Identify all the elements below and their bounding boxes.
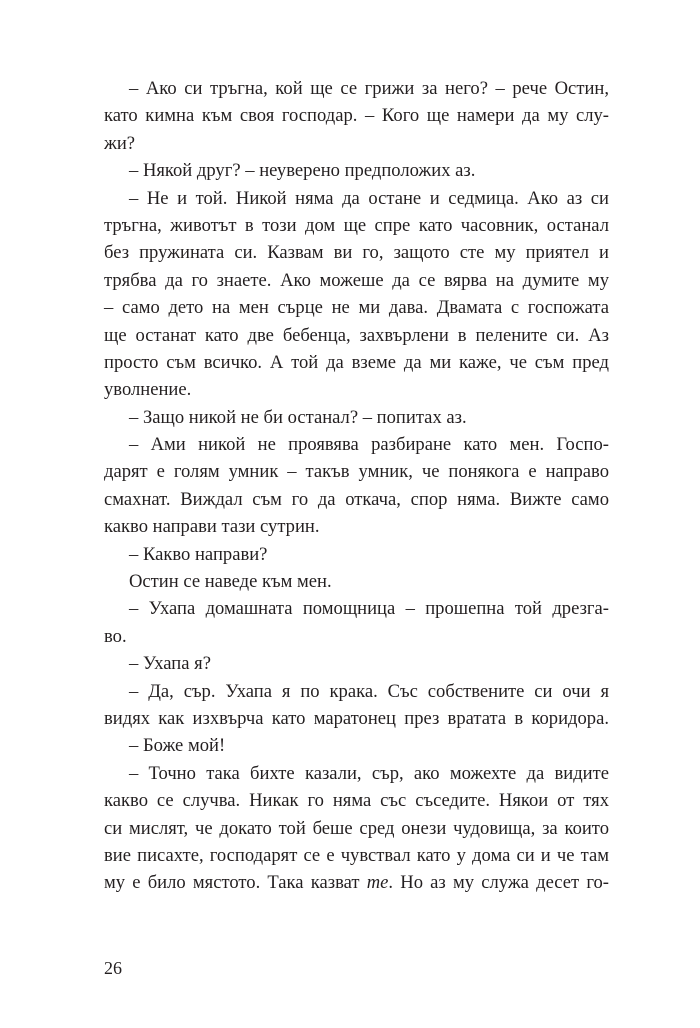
text-line: трябва да го знаете. Ако можеше да се вярва на думите му: [104, 269, 609, 291]
text-line: – само дето на мен сърце не ми дава. Двамата с госпожата: [104, 297, 609, 319]
text-line: ще останат като две бебенца, захвърлени в пелените си. Аз: [104, 324, 609, 346]
text-line: вие писахте, господарят се е чувствал като у дома си и че там: [104, 844, 609, 866]
text-line: – Ами никой не проявява разбиране като мен. Госпо-: [129, 434, 609, 456]
emphasis: те: [366, 872, 389, 894]
text-line: – Някой друг? – неуверено предположих аз.: [129, 160, 476, 182]
page-number: 26: [104, 958, 122, 978]
text-line: – Какво направи?: [129, 543, 268, 565]
text-line: жи?: [104, 132, 136, 154]
text-line: смахнат. Виждал съм го да откача, спор няма. Вижте само: [104, 488, 609, 510]
text-line: – Ако си тръгна, кой ще се грижи за него? – рече Остин,: [129, 78, 609, 99]
text-line: дарят е голям умник – такъв умник, че понякога е направо: [104, 461, 609, 483]
body-text: [104, 75, 609, 897]
text-line: какво се случва. Никак го няма със съседите. Някои от тях: [104, 790, 609, 812]
text-line: какво направи тази сутрин.: [104, 516, 320, 538]
text-line: Остин се наведе към мен.: [129, 571, 332, 593]
text-line: – Защо никой не би останал? – попитах аз.: [129, 406, 467, 428]
text-line: тръгна, животът в този дом ще спре като часовник, останал: [104, 214, 609, 236]
text-line: – Не и той. Никой няма да остане и седмица. Ако аз си: [129, 187, 609, 209]
text-line: – Ухапа я?: [129, 653, 211, 675]
text-line: си мислят, че докато той беше сред онези чудовища, за които: [104, 817, 609, 839]
text-line: – Да, сър. Ухапа я по крака. Със собствените си очи я: [129, 680, 609, 702]
text-line: – Боже мой!: [129, 735, 226, 757]
text-line: видях как изхвърча като маратонец през вратата в коридора.: [104, 707, 609, 729]
text-line: като кимна към своя господар. – Кого ще намери да му слу-: [104, 105, 609, 127]
text-line: без пружината си. Казвам ви го, защото сте му приятел и: [104, 242, 609, 264]
text-line: уволнение.: [104, 379, 192, 401]
text-line: – Точно така бихте казали, сър, ако можехте да видите: [129, 762, 609, 784]
text-line: во.: [104, 625, 127, 647]
text-line: му е било мястото. Така казват те. Но аз му служа десет го-: [104, 872, 609, 894]
text-line: – Ухапа домашната помощница – прошепна той дрезга-: [129, 598, 609, 620]
text-line: просто съм всичко. А той да вземе да ми каже, че съм пред: [104, 351, 609, 373]
